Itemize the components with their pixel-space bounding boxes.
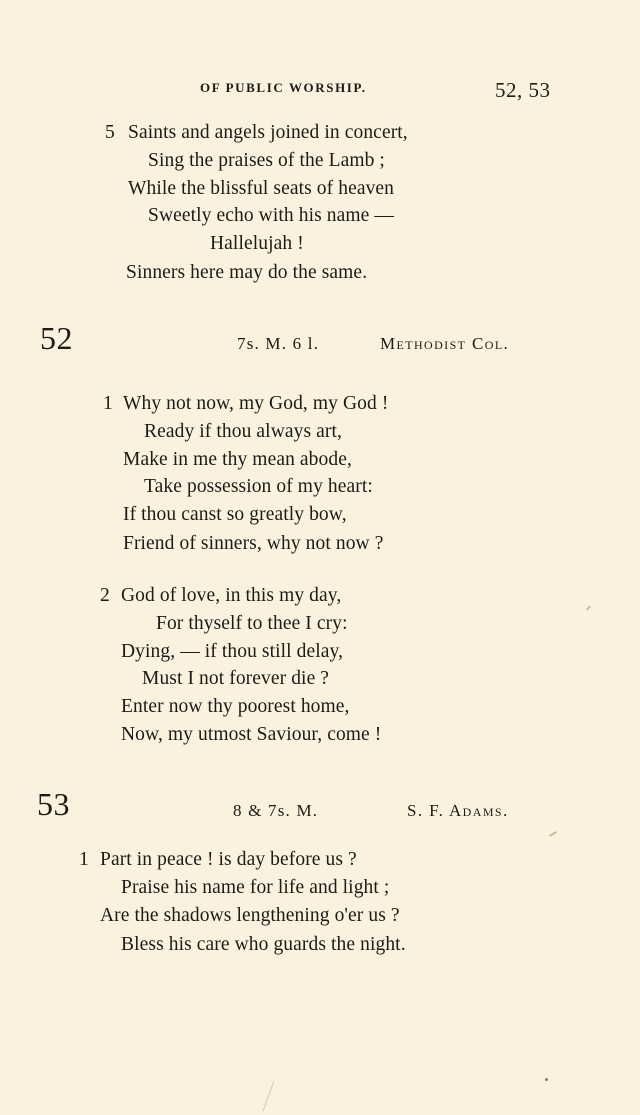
verse-line: For thyself to thee I cry: <box>156 613 348 634</box>
paper-crease <box>263 1081 275 1111</box>
verse-line: Why not now, my God, my God ! <box>123 393 389 414</box>
verse-line: Sinners here may do the same. <box>126 262 368 283</box>
verse-number: 1 <box>103 393 113 414</box>
verse-number: 1 <box>79 849 89 870</box>
verse-line: Make in me thy mean abode, <box>123 449 352 470</box>
verse-line: Ready if thou always art, <box>144 421 342 442</box>
hymn-source: S. F. Adams. <box>407 801 509 820</box>
verse-line: Must I not forever die ? <box>142 668 330 689</box>
verse-line: Are the shadows lengthening o'er us ? <box>100 905 400 926</box>
paper-speck <box>545 1078 548 1081</box>
verse-line: Praise his name for life and light ; <box>121 877 390 898</box>
verse-line: Hallelujah ! <box>210 233 304 254</box>
verse-line: Bless his care who guards the night. <box>121 934 406 955</box>
hymn-meter: 7s. M. 6 l. <box>237 334 320 353</box>
hymn-meter: 8 & 7s. M. <box>233 801 319 820</box>
verse-line: Saints and angels joined in concert, <box>128 122 408 143</box>
verse-line: God of love, in this my day, <box>121 585 342 606</box>
verse-line: Now, my utmost Saviour, come ! <box>121 724 382 745</box>
hymn-number: 53 <box>37 786 70 822</box>
verse-line: Part in peace ! is day before us ? <box>100 849 357 870</box>
verse-line: Enter now thy poorest home, <box>121 696 350 717</box>
verse-line: Sing the praises of the Lamb ; <box>148 150 385 171</box>
verse-line: Friend of sinners, why not now ? <box>123 533 384 554</box>
hymn-source: Methodist Col. <box>380 334 510 353</box>
verse-number: 2 <box>100 585 110 606</box>
paper-speck <box>549 831 557 837</box>
verse-number: 5 <box>105 122 115 143</box>
hymn-number: 52 <box>40 320 73 356</box>
paper-speck <box>586 606 591 611</box>
verse-line: While the blissful seats of heaven <box>128 178 395 199</box>
verse-line: If thou canst so greatly bow, <box>123 504 347 525</box>
page-numbers: 52, 53 <box>495 78 551 102</box>
verse-line: Sweetly echo with his name — <box>148 205 394 226</box>
verse-line: Dying, — if thou still delay, <box>121 641 344 662</box>
verse-line: Take possession of my heart: <box>144 476 373 497</box>
running-title: OF PUBLIC WORSHIP. <box>200 80 367 95</box>
